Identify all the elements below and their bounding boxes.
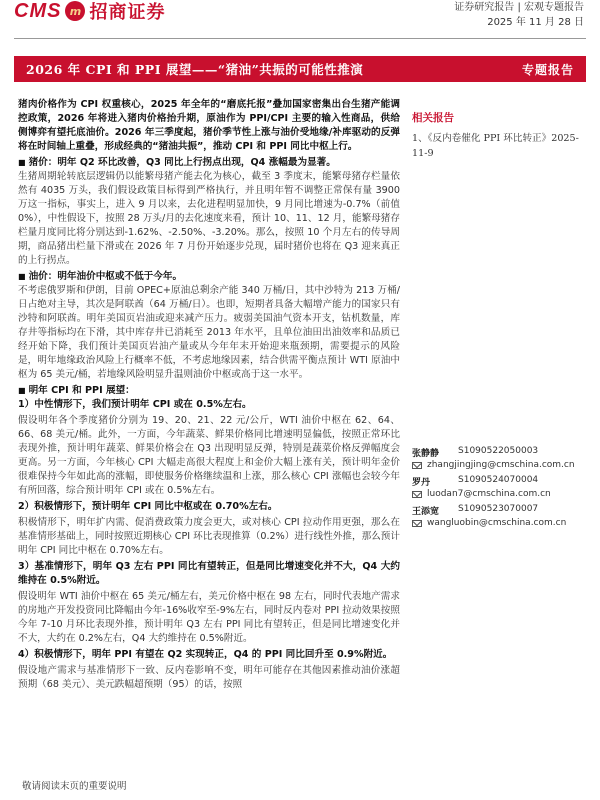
scenario-3-body: 假设明年 WTI 油价中枢在 65 美元/桶左右，美元价格中枢在 98 左右，同时代表地产需求的房地产开发投资同比降幅由今年-16%收窄至-9%左右，同时反内卷对 PPI 拉动效果按照今年 7-10 月环比表现外推，预计明年 Q3 左右 PPI 同比有望转正，但是同比增速变化并不大，大约在 0.2%左右，Q4 大约维持在 0.5%附近。 [18,591,400,644]
related-report-link[interactable]: 1、《反内卷催化 PPI 环比转正》2025-11-9 [412,133,579,159]
analyst-list [412,446,584,533]
footer-disclaimer-note: 敬请阅读末页的重要说明 [22,781,127,792]
analyst-entry [412,475,584,499]
scenario-1-heading: 1）中性情形下，我们预计明年 CPI 或在 0.5%左右。 [18,399,252,410]
report-date: 2025 年 11 月 28 日 [487,17,584,28]
analyst-email[interactable]: wangluobin@cmschina.com.cn [427,518,567,528]
analyst-cert: S1090524070004 [458,475,539,485]
report-title: 2026 年 CPI 和 PPI 展望——“猪油”共振的可能性推演 [26,62,364,77]
related-reports [412,110,584,161]
analyst-email[interactable]: zhangjingjing@cmschina.com.cn [427,460,575,470]
header-divider [14,38,586,39]
scenario-1-body: 假设明年各个季度猪价分别为 19、20、21、22 元/公斤，WTI 油价中枢在 62、64、66、68 美元/桶。此外，一方面，今年蔬菜、鲜果价格同比增速明显偏低，按照正常环比表现外推，预计明年蔬菜、鲜果价格会在 Q3 出现明显反弹，特别是蔬菜价格反弹幅度会更高。另一方面，今年核心 CPI 大幅走高很大程度上和金价大幅上涨有关，预计明年金价很难保持今年如此高的涨幅，即使服务价格继续温和上涨，那么核心 CPI 涨幅也会较今年有所回落，综合预计明年 CPI 或在 0.5%左右。 [18,415,400,496]
analyst-name: 王添宽 [412,507,440,517]
envelope-icon [412,520,422,527]
bullet-square-icon: ■ [18,386,26,395]
bullet-oil-heading: 油价：明年油价中枢或不低于今年。 [28,271,183,282]
abstract-paragraph: 猪肉价格作为 CPI 权重核心，2025 年全年的“磨底托报”叠加国家密集出台生猪产能调控政策，2026 年将进入猪肉价格抬升期，原油作为 PPI/CPI 主要的输入性商品，供给侧博弈有望托底油价。2026 年三季度起，猪价季节性上涨与油价受地缘/补库驱动的反弹将在时间轴上重叠，形成经典的“猪油共振”，推动 CPI 和 PPI 同比中枢上行。 [18,99,400,152]
analyst-entry [412,504,584,528]
bullet-pork-heading: 猪价：明年 Q2 环比改善，Q3 同比上行拐点出现，Q4 涨幅最为显著。 [28,157,336,168]
analyst-cert: S1090522050003 [458,446,539,456]
analyst-email[interactable]: luodan7@cmschina.com.cn [427,489,551,499]
logo-badge-icon: m [65,1,85,21]
report-category: 专题报告 [521,62,574,77]
bullet-square-icon: ■ [18,158,26,167]
analyst-name: 张静静 [412,449,440,459]
analyst-entry [412,446,584,470]
bullet-outlook [18,384,400,398]
logo-latin: CMS [14,0,62,22]
main-content [18,98,400,694]
bullet-square-icon: ■ [18,272,26,281]
brand-logo [14,0,165,22]
oil-body: 不考虑俄罗斯和伊朗，目前 OPEC+原油总剩余产能 340 万桶/日，其中沙特为 213 万桶/日占绝对主导，其次是阿联酋（64 万桶/日）。也即，短期者具备大幅增产能力的国家只有沙特和阿联酋。明年美国页岩油或迎来减产压力。疲弱美国油气资本开支，钻机数量，库存井等指标均在下滑，其中库存井已消耗至 2013 年水平，且单位油田出油效率和品质已经开始下降，我们预计美国页岩油产量或从今年年末开始迎来瓶颈期，需要提示的风险是，明年地缘政治风险上行概率不低，不考虑地缘因素，结合供需平衡点预计 WTI 原油中枢为 65 美元/桶，若地缘风险明显升温则油价中枢或高于这一水平。 [18,285,400,380]
related-reports-heading: 相关报告 [412,112,454,124]
envelope-icon [412,491,422,498]
logo-chinese-name: 招商证券 [89,2,166,23]
scenario-2-heading: 2）积极情形下，预计明年 CPI 同比中枢或在 0.70%左右。 [18,501,278,512]
pork-body: 生猪周期轮转底层逻辑仍以能繁母猪产能去化为核心，截至 3 季度末，能繁母猪存栏量依然有 4035 万头，我们假设政策目标得到严格执行，并且明年暂不调整正常保有量 3900 万这一指标，事实上，进入 9 月以来，去化进程明显加快，9 月同比增速为-0.7%（前值 0%），中性假设下，按照 28 万头/月的去化速度来看，预计 10、11、12 月，能繁母猪存栏量月度同比将分别达到-1.62%、-2.50%、-3.20%。那么，按照 10 个月左右的传导周期，商品猪出栏量下滑或在 2026 年 7 月份开始逐步兑现，届时猪价也将在 Q3 迎来真正的上行拐点。 [18,171,400,266]
bullet-outlook-heading: 明年 CPI 和 PPI 展望： [28,385,135,396]
report-type: 证券研究报告 | 宏观专题报告 [454,2,584,13]
analyst-cert: S1090523070007 [458,504,539,514]
title-bar [14,56,586,82]
bullet-oil [18,270,400,284]
scenario-4-heading: 4）积极情形下，明年 PPI 有望在 Q2 实现转正，Q4 的 PPI 同比回升至 0.9%附近。 [18,649,393,660]
scenario-3-heading: 3）基准情形下，明年 Q3 左右 PPI 同比有望转正，但是同比增速变化并不大，Q4 大约维持在 0.5%附近。 [18,561,400,586]
bullet-pork [18,156,400,170]
analyst-name: 罗丹 [412,478,431,488]
header-meta [454,0,584,30]
scenario-2-body: 积极情形下，明年扩内需、促消费政策力度会更大，或对核心 CPI 拉动作用更强，那么在基准情形基础上，同时按照近期核心 CPI 环比表现推算（0.2%）进行线性外推，那么预计明年 CPI 同比中枢在 0.70%左右。 [18,517,400,556]
envelope-icon [412,462,422,469]
scenario-4-body: 假设地产需求与基准情形下一致、反内卷影响不变，明年可能存在其他因素推动油价涨超预期（68 美元）、美元跌幅超预期（95）的话，按照 [18,665,400,690]
